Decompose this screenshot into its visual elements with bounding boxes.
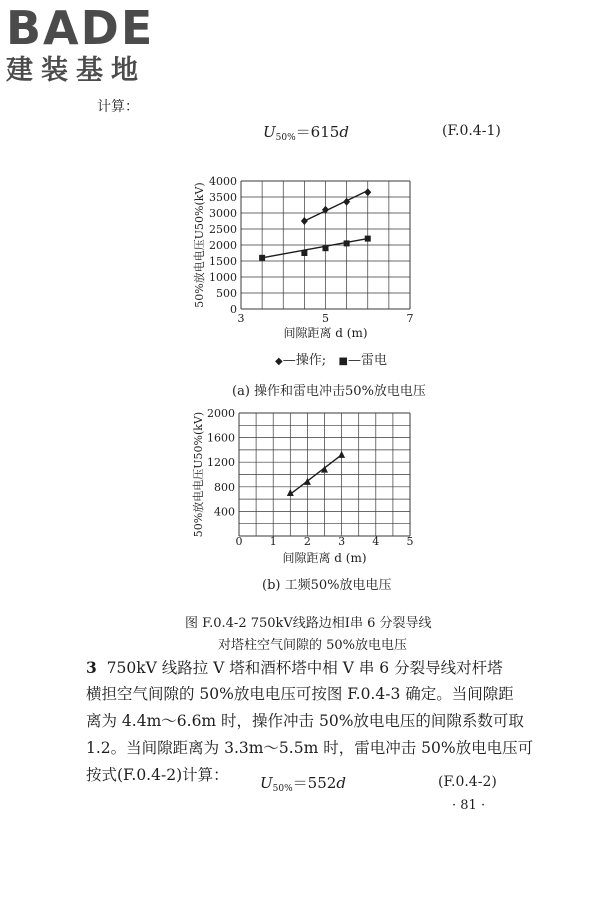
equation-1: $U_{50\%}=615d$ — [263, 123, 349, 143]
y-axis-label: 50%放电电压U50%(kV) — [193, 182, 206, 308]
equation-1-number: (F.0.4-1) — [442, 123, 501, 139]
paragraph-line-3: 离为 4.4m～6.6m 时，操作冲击 50%放电电压的间隙系数可取 — [86, 712, 524, 730]
paragraph-line-1: 3 750kV 线路拉 V 塔和酒杯塔中相 V 串 6 分裂导线对杆塔 — [86, 658, 503, 677]
x-tick-label: 1 — [269, 535, 277, 548]
y-tick-label: 1600 — [207, 431, 235, 445]
equation-2-number: (F.0.4-2) — [438, 774, 497, 790]
figure-caption-line2: 对塔柱空气间隙的 50%放电电压 — [218, 638, 408, 653]
data-point-diamond — [364, 188, 371, 196]
y-tick-label: 3000 — [209, 207, 237, 220]
x-tick-label: 7 — [406, 312, 414, 325]
y-tick-label: 4000 — [209, 175, 237, 188]
data-point-square — [344, 240, 350, 246]
chart-b-caption: (b) 工频50%放电电压 — [262, 578, 392, 593]
fit-line-square — [262, 239, 368, 258]
logo-main-text: BADE — [6, 1, 155, 55]
data-point-square — [365, 236, 371, 242]
legend-marker-lightning: ■ — [338, 356, 348, 367]
y-tick-label: 1200 — [207, 456, 235, 470]
x-tick-label: 3 — [338, 535, 346, 548]
y-tick-label: 3500 — [209, 191, 237, 204]
calc-label: 计算： — [97, 99, 139, 115]
x-tick-label: 3 — [237, 312, 245, 325]
chart-a-legend — [275, 349, 387, 368]
chart-b — [191, 407, 414, 565]
x-tick-label: 4 — [372, 535, 380, 548]
y-tick-label: 2000 — [209, 239, 237, 252]
y-tick-label: 2500 — [209, 223, 237, 236]
data-point-diamond — [301, 217, 308, 225]
y-tick-label: 800 — [214, 480, 235, 494]
figure-caption-line1: 图 F.0.4-2 750kV线路边相Ⅰ串 6 分裂导线 — [185, 616, 432, 631]
paragraph-line-4: 1.2。当间隙距离为 3.3m～5.5m 时，雷电冲击 50%放电电压可 — [86, 739, 534, 757]
y-tick-label: 1000 — [209, 271, 237, 284]
logo-sub-text: 建装基地 — [6, 55, 146, 86]
y-tick-label: 0 — [230, 303, 237, 316]
equation-2: $U_{50\%}=552d$ — [260, 774, 346, 794]
paragraph-line-2: 横担空气间隙的 50%放电电压可按图 F.0.4-3 确定。当间隙距 — [86, 685, 514, 703]
legend-marker-operation: ◆ — [275, 356, 283, 367]
x-axis-label: 间隙距离 d (m) — [282, 551, 367, 565]
y-tick-label: 500 — [216, 287, 237, 300]
data-point-square — [323, 245, 329, 251]
y-tick-label: 1500 — [209, 255, 237, 268]
x-tick-label: 2 — [303, 535, 311, 548]
data-point-square — [301, 250, 307, 256]
y-tick-label: 400 — [214, 505, 235, 519]
chart-a — [192, 175, 414, 340]
data-point-square — [259, 255, 265, 261]
x-tick-label: 0 — [235, 535, 243, 548]
legend-label-operation: —操作; — [282, 353, 327, 368]
paragraph-line-5: 按式(F.0.4-2)计算： — [86, 766, 229, 784]
chart-a-caption: (a) 操作和雷电冲击50%放电电压 — [232, 384, 426, 399]
fit-line-diamond — [304, 191, 367, 221]
paragraph-number: 3 — [86, 658, 97, 677]
x-tick-label: 5 — [322, 312, 329, 325]
x-axis-label: 间隙距离 d (m) — [283, 326, 368, 340]
y-axis-label: 50%放电电压U50%(kV) — [192, 411, 205, 538]
legend-label-lightning: —雷电 — [347, 353, 387, 368]
y-tick-label: 2000 — [207, 407, 235, 420]
page-number: · 81 · — [452, 798, 486, 813]
x-tick-label: 5 — [406, 535, 414, 548]
data-point-triangle — [338, 451, 345, 458]
